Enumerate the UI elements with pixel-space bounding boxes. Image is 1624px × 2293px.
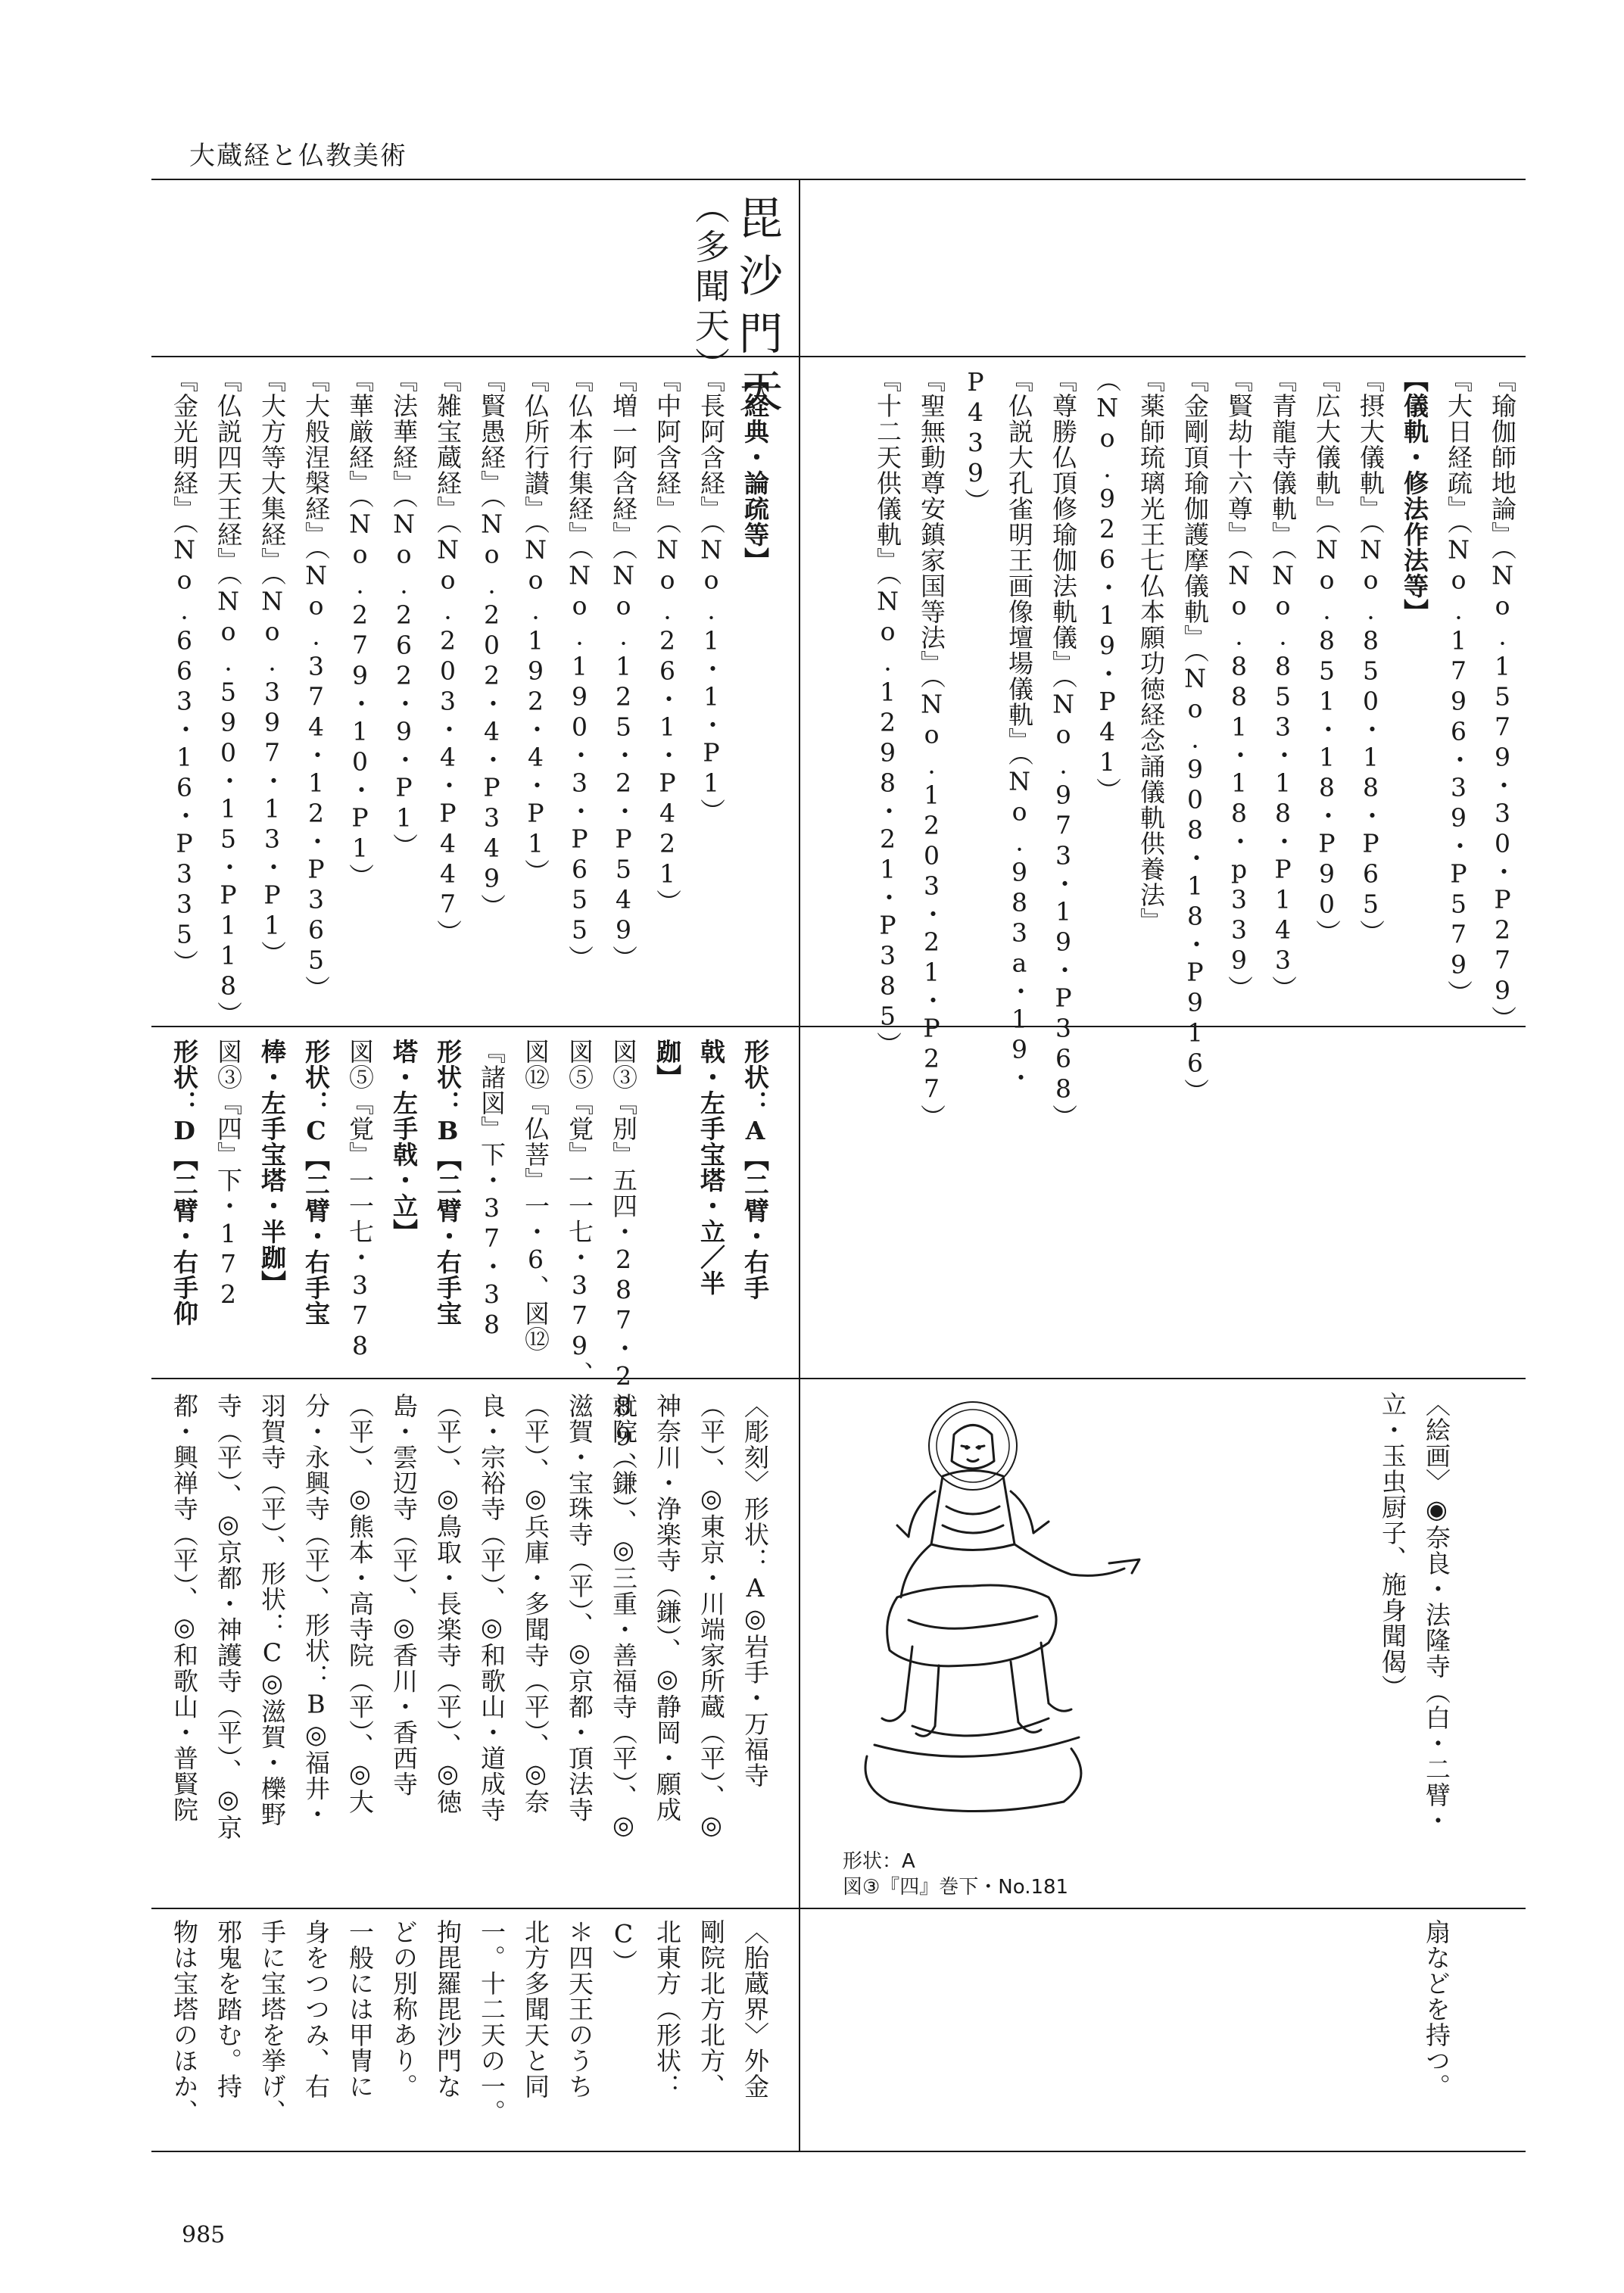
note-line: 北東方（形状： [653, 1919, 682, 2099]
painting-line: 〈絵画〉◉奈良・法隆寺（白・二臂・ [1422, 1391, 1451, 1833]
sculpture-line: 都・興禅寺（平）、◎和歌山・普賢院 [170, 1393, 199, 1823]
sculpture-line: （平）、◎兵庫・多聞寺（平）、◎奈 [521, 1393, 550, 1815]
row-rule-4 [151, 1908, 1526, 1909]
sutra-item: 『長阿含経』（No.1・1・P1） [697, 367, 726, 824]
figure-caption-shape: 形状：A [843, 1850, 915, 1873]
sutra-item: 『賢愚経』（No.202・4・P349） [477, 367, 507, 920]
shape-line: 形状：B【二臂・右手宝 [433, 1039, 463, 1326]
sutra-item: 『大般涅槃経』（No.374・12・P365） [301, 367, 331, 1002]
note-line: 一般には甲冑に [345, 1919, 375, 2099]
sculpture-line: （平）、◎熊本・高寺院（平）、◎大 [345, 1393, 375, 1815]
ritual-item: 『摂大儀軌』（No.850・18・P65） [1356, 367, 1386, 946]
shape-line: 形状：A【二臂・右手 [740, 1039, 770, 1301]
note-line: 一。十二天の一。 [477, 1919, 507, 2125]
ritual-item: 『賢劫十六尊』（No.881・18・p339） [1224, 367, 1254, 1002]
running-header: 大蔵経と仏教美術 [189, 141, 407, 171]
shape-line: 形状：D【二臂・右手仰 [170, 1039, 199, 1326]
sculpture-line: 滋賀・宝珠寺（平）、◎京都・頂法寺 [565, 1393, 594, 1823]
ritual-item: 『聖無動尊安鎮家国等法』（No.1203・21・P27） [917, 367, 946, 1130]
note-line: 邪鬼を踏む。持 [214, 1919, 243, 2099]
ritual-item: 『十二天供儀軌』（No.1298・21・P385） [873, 367, 902, 1058]
sutra-item: 『華厳経』（No.279・10・P1） [345, 367, 375, 889]
shape-line: 図⑤『覚』一一七・379、 [565, 1039, 594, 1387]
left-column-rule [799, 179, 800, 2151]
ritual-pre-2: 『大日経疏』（No.1796・39・P579） [1444, 367, 1473, 1006]
sculpture-line: （平）、◎鳥取・長楽寺（平）、◎徳 [433, 1393, 463, 1815]
note-line: 〈胎蔵界〉外金 [740, 1919, 770, 2099]
sutra-item: 『仏説四天王経』（No.590・15・P118） [214, 367, 243, 1027]
bishamonten-illustration [821, 1393, 1155, 1847]
sculpture-line: 〈彫刻〉形状：A◎岩手・万福寺 [740, 1393, 770, 1788]
shape-line: 図⑫『仏菩』一・6、図⑫ [521, 1039, 550, 1352]
sculpture-line: 良・宗裕寺（平）、◎和歌山・道成寺 [477, 1393, 507, 1823]
sutra-item: 『大方等大集経』（No.397・13・P1） [257, 367, 287, 967]
sutra-item: 『中阿含経』（No.26・1・P421） [653, 367, 682, 915]
shape-line: 跏】 [653, 1039, 682, 1090]
sculpture-line: 分・永興寺（平）、形状：B◎福井・ [301, 1393, 331, 1827]
ritual-pre-1: 『瑜伽師地論』（No.1579・30・P279） [1488, 367, 1517, 1032]
sculpture-line: 寺（平）、◎京都・神護寺（平）、◎京 [214, 1393, 243, 1840]
sutra-item: 『増一阿含経』（No.125・2・P549） [609, 367, 638, 971]
ritual-item: 『薬師琉璃光王七仏本願功徳経念誦儀軌供養法』 [1136, 367, 1166, 933]
note-line: 剛院北方北方、 [697, 1919, 726, 2099]
header-rule [151, 179, 1526, 180]
note-line: どの別称あり。 [389, 1919, 419, 2099]
ritual-item: 『金剛頂瑜伽護摩儀軌』（No.908・18・P916） [1180, 367, 1210, 1104]
painting-line: 立・玉虫厨子、施身聞偈） [1378, 1391, 1407, 1700]
row-rule-1 [151, 356, 1526, 357]
shape-line: 『諸図』下・37・38 [477, 1039, 507, 1340]
note-top: 扇などを持つ。 [1422, 1919, 1451, 2099]
sutra-item: 『金光明経』（No.663・16・P335） [170, 367, 199, 976]
ritual-item: P439） [961, 367, 990, 514]
shape-line: 図③『四』下・172 [214, 1039, 243, 1310]
page-number: 985 [182, 2222, 226, 2248]
ritual-item: 『広大儀軌』（No.851・18・P90） [1312, 367, 1342, 946]
sculpture-line: 羽賀寺（平）、形状：C◎滋賀・櫟野 [257, 1393, 287, 1827]
note-line: 身をつつみ、右 [301, 1919, 331, 2099]
row-rule-3 [151, 1378, 1526, 1379]
ritual-item: 『尊勝仏頂修瑜伽法軌儀』（No.973・19・P368） [1049, 367, 1078, 1130]
bottom-rule [151, 2151, 1526, 2152]
note-line: 物は宝塔のほか、 [170, 1919, 199, 2125]
shape-line: 棒・左手宝塔・半跏】 [257, 1039, 287, 1296]
ritual-item: 『青龍寺儀軌』（No.853・18・P143） [1268, 367, 1298, 1002]
sculpture-line: 神奈川・浄楽寺（鎌）、◎静岡・願成 [653, 1393, 682, 1823]
sculpture-line: （平）、◎東京・川端家所蔵（平）、◎ [697, 1393, 726, 1840]
note-line: C） [609, 1919, 638, 1975]
sutra-item: 『雑宝蔵経』（No.203・4・P447） [433, 367, 463, 946]
sutra-item: 『仏本行集経』（No.190・3・P655） [565, 367, 594, 971]
note-line: 手に宝塔を挙げ、 [257, 1919, 287, 2125]
note-line: 拘毘羅毘沙門な [433, 1919, 463, 2099]
sculpture-line: 就院（鎌）、◎三重・善福寺（平）、◎ [609, 1393, 638, 1840]
ritual-heading: 【儀軌・修法作法等】 [1400, 367, 1429, 625]
figure-caption-source: 図③『四』巻下・No.181 [843, 1876, 1069, 1899]
note-line: ＊四天王のうち [565, 1919, 594, 2099]
ritual-item: 『仏説大孔雀明王画像壇場儀軌』（No.983a・19・ [1005, 367, 1034, 1091]
shape-line: 図⑤『覚』一一七・378 [345, 1039, 375, 1361]
sutra-item: 『法華経』（No.262・9・P1） [389, 367, 419, 859]
sculpture-line: 島・雲辺寺（平）、◎香川・香西寺 [389, 1393, 419, 1797]
sutra-heading: 【経典・論疏等】 [740, 367, 770, 573]
sutra-item: 『仏所行讃』（No.192・4・P1） [521, 367, 550, 885]
shape-line: 図③『別』五四・287・289、 [609, 1039, 638, 1478]
shape-line: 形状：C【二臂・右手宝 [301, 1039, 331, 1326]
deity-alias: （多聞天） [690, 189, 731, 386]
shape-line: 塔・左手戟・立】 [389, 1039, 419, 1245]
row-rule-2 [151, 1026, 1526, 1027]
deity-name: 毘沙門天 [731, 195, 783, 425]
shape-line: 戟・左手宝塔・立／半 [697, 1039, 726, 1296]
ritual-item: （No.926・19・P41） [1093, 367, 1122, 803]
note-line: 北方多聞天と同 [521, 1919, 550, 2099]
